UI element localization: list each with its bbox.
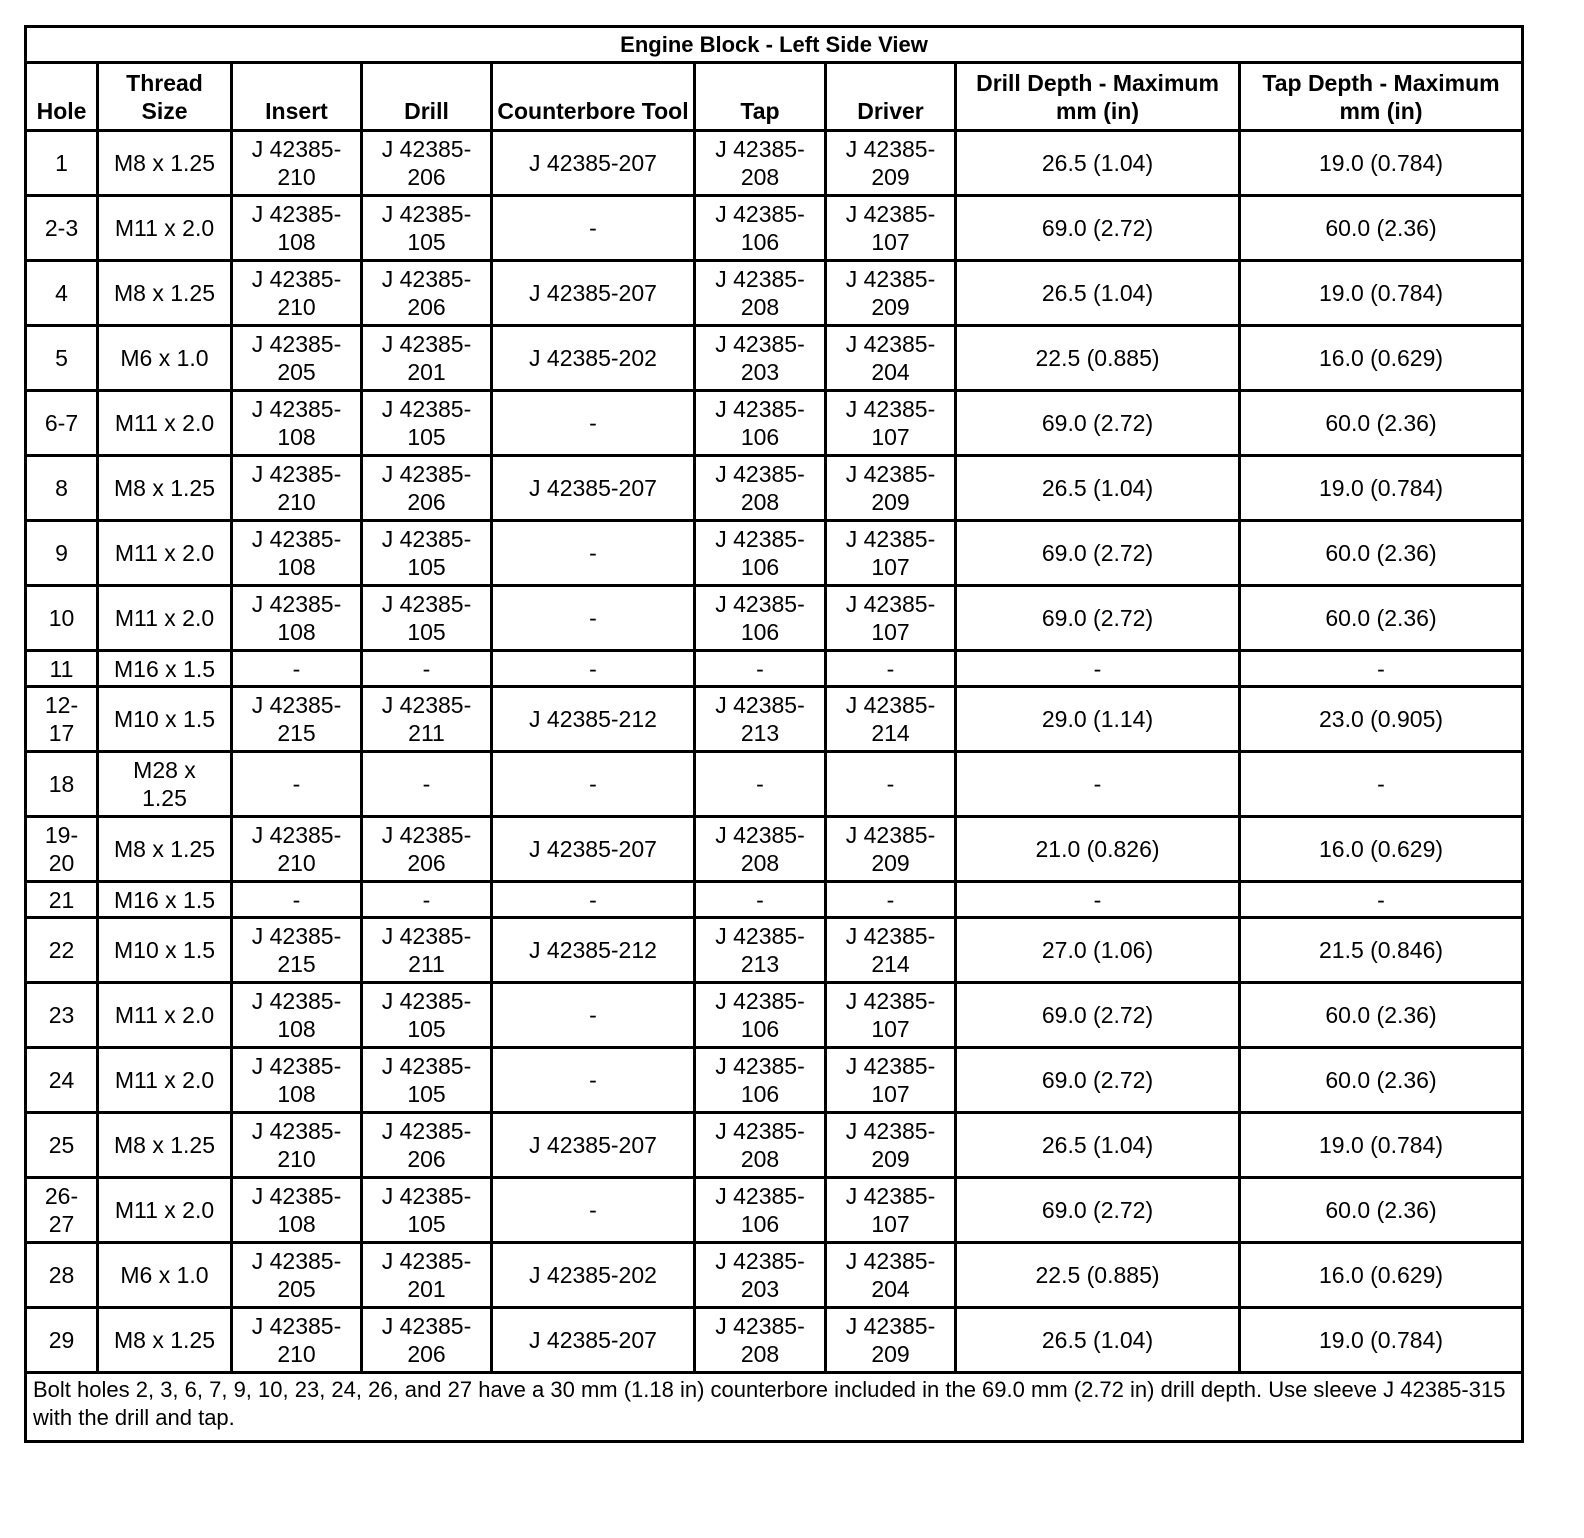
cell-drill-depth: 69.0 (2.72) [956, 1178, 1240, 1243]
cell-tap: J 42385-106 [695, 586, 826, 651]
cell-insert: J 42385-108 [232, 391, 362, 456]
cell-drill: - [362, 882, 492, 918]
cell-driver: J 42385-107 [826, 1178, 956, 1243]
cell-drill: J 42385-105 [362, 1178, 492, 1243]
cell-counterbore-tool: J 42385-207 [492, 261, 695, 326]
cell-thread-size: M8 x 1.25 [98, 261, 232, 326]
column-header-hole: Hole [26, 63, 98, 131]
cell-counterbore-tool: - [492, 752, 695, 817]
cell-tap: - [695, 882, 826, 918]
cell-driver: J 42385-107 [826, 1048, 956, 1113]
cell-tap-depth: 60.0 (2.36) [1240, 196, 1523, 261]
cell-tap: J 42385-106 [695, 391, 826, 456]
cell-insert: J 42385-210 [232, 131, 362, 196]
cell-tap-depth: 23.0 (0.905) [1240, 687, 1523, 752]
column-header-tap: Tap [695, 63, 826, 131]
cell-insert: J 42385-215 [232, 687, 362, 752]
cell-drill: J 42385-105 [362, 196, 492, 261]
cell-drill: - [362, 651, 492, 687]
cell-thread-size: M16 x 1.5 [98, 651, 232, 687]
cell-driver: J 42385-204 [826, 1243, 956, 1308]
cell-counterbore-tool: - [492, 391, 695, 456]
cell-driver: J 42385-209 [826, 456, 956, 521]
cell-thread-size: M11 x 2.0 [98, 521, 232, 586]
cell-drill-depth: 69.0 (2.72) [956, 1048, 1240, 1113]
cell-insert: J 42385-108 [232, 1048, 362, 1113]
cell-counterbore-tool: - [492, 586, 695, 651]
cell-thread-size: M8 x 1.25 [98, 1113, 232, 1178]
cell-driver: J 42385-107 [826, 521, 956, 586]
cell-hole: 1 [26, 131, 98, 196]
column-header-drill: Drill [362, 63, 492, 131]
cell-insert: J 42385-205 [232, 1243, 362, 1308]
cell-drill: J 42385-105 [362, 983, 492, 1048]
cell-counterbore-tool: - [492, 983, 695, 1048]
cell-drill-depth: - [956, 882, 1240, 918]
cell-drill: J 42385-206 [362, 1113, 492, 1178]
cell-drill: J 42385-206 [362, 1308, 492, 1373]
cell-tap: J 42385-208 [695, 817, 826, 882]
column-header-driver: Driver [826, 63, 956, 131]
cell-driver: J 42385-214 [826, 918, 956, 983]
cell-tap-depth: 60.0 (2.36) [1240, 521, 1523, 586]
cell-drill-depth: 21.0 (0.826) [956, 817, 1240, 882]
cell-tap-depth: 60.0 (2.36) [1240, 983, 1523, 1048]
cell-hole: 26-27 [26, 1178, 98, 1243]
cell-thread-size: M11 x 2.0 [98, 391, 232, 456]
cell-thread-size: M10 x 1.5 [98, 918, 232, 983]
cell-counterbore-tool: J 42385-212 [492, 687, 695, 752]
cell-counterbore-tool: J 42385-202 [492, 326, 695, 391]
table-row [26, 196, 1523, 261]
table-row [26, 1178, 1523, 1243]
table-row [26, 326, 1523, 391]
cell-hole: 24 [26, 1048, 98, 1113]
cell-counterbore-tool: - [492, 196, 695, 261]
footnote: Bolt holes 2, 3, 6, 7, 9, 10, 23, 24, 26, and 27 have a 30 mm (1.18 in) counterbore included in the 69.0 mm (2.72 in) drill depth. Use sleeve J 42385-315 with the drill and tap. [26, 1373, 1523, 1442]
table-row [26, 521, 1523, 586]
table-row [26, 261, 1523, 326]
cell-hole: 22 [26, 918, 98, 983]
cell-insert: - [232, 752, 362, 817]
cell-thread-size: M11 x 2.0 [98, 1178, 232, 1243]
cell-drill-depth: 69.0 (2.72) [956, 586, 1240, 651]
cell-tap: - [695, 651, 826, 687]
cell-tap: J 42385-208 [695, 131, 826, 196]
table-row [26, 752, 1523, 817]
cell-drill: J 42385-105 [362, 391, 492, 456]
cell-tap-depth: 19.0 (0.784) [1240, 131, 1523, 196]
cell-drill: J 42385-206 [362, 456, 492, 521]
table-title: Engine Block - Left Side View [26, 27, 1523, 63]
cell-tap-depth: 19.0 (0.784) [1240, 456, 1523, 521]
cell-drill: J 42385-206 [362, 817, 492, 882]
cell-hole: 4 [26, 261, 98, 326]
cell-drill: - [362, 752, 492, 817]
cell-drill: J 42385-211 [362, 918, 492, 983]
cell-driver: J 42385-107 [826, 586, 956, 651]
engine-block-tool-table [24, 25, 1524, 1443]
cell-drill: J 42385-105 [362, 586, 492, 651]
cell-hole: 12-17 [26, 687, 98, 752]
cell-insert: J 42385-210 [232, 261, 362, 326]
cell-tap-depth: 16.0 (0.629) [1240, 817, 1523, 882]
cell-drill-depth: 26.5 (1.04) [956, 1308, 1240, 1373]
cell-insert: J 42385-210 [232, 817, 362, 882]
cell-insert: - [232, 651, 362, 687]
cell-counterbore-tool: - [492, 882, 695, 918]
table-row [26, 1113, 1523, 1178]
cell-hole: 25 [26, 1113, 98, 1178]
cell-tap: J 42385-106 [695, 1048, 826, 1113]
cell-thread-size: M16 x 1.5 [98, 882, 232, 918]
cell-drill-depth: 69.0 (2.72) [956, 391, 1240, 456]
cell-hole: 19-20 [26, 817, 98, 882]
cell-hole: 9 [26, 521, 98, 586]
cell-thread-size: M11 x 2.0 [98, 196, 232, 261]
cell-counterbore-tool: J 42385-202 [492, 1243, 695, 1308]
cell-drill: J 42385-201 [362, 1243, 492, 1308]
cell-hole: 6-7 [26, 391, 98, 456]
cell-drill-depth: 69.0 (2.72) [956, 521, 1240, 586]
cell-tap-depth: 16.0 (0.629) [1240, 1243, 1523, 1308]
cell-hole: 10 [26, 586, 98, 651]
cell-driver: - [826, 882, 956, 918]
cell-driver: J 42385-204 [826, 326, 956, 391]
cell-thread-size: M28 x 1.25 [98, 752, 232, 817]
cell-counterbore-tool: J 42385-207 [492, 1113, 695, 1178]
cell-drill: J 42385-206 [362, 131, 492, 196]
cell-counterbore-tool: - [492, 521, 695, 586]
cell-driver: J 42385-209 [826, 261, 956, 326]
cell-insert: J 42385-210 [232, 456, 362, 521]
cell-tap-depth: 16.0 (0.629) [1240, 326, 1523, 391]
cell-drill-depth: 29.0 (1.14) [956, 687, 1240, 752]
cell-insert: - [232, 882, 362, 918]
cell-driver: J 42385-209 [826, 131, 956, 196]
cell-insert: J 42385-108 [232, 196, 362, 261]
cell-thread-size: M8 x 1.25 [98, 1308, 232, 1373]
cell-tap: J 42385-213 [695, 918, 826, 983]
cell-hole: 23 [26, 983, 98, 1048]
cell-hole: 18 [26, 752, 98, 817]
cell-drill-depth: 26.5 (1.04) [956, 456, 1240, 521]
cell-hole: 11 [26, 651, 98, 687]
table-row [26, 687, 1523, 752]
cell-driver: J 42385-209 [826, 1113, 956, 1178]
cell-drill-depth: 27.0 (1.06) [956, 918, 1240, 983]
cell-thread-size: M11 x 2.0 [98, 1048, 232, 1113]
cell-tap-depth: 60.0 (2.36) [1240, 1178, 1523, 1243]
cell-drill-depth: 26.5 (1.04) [956, 261, 1240, 326]
cell-hole: 8 [26, 456, 98, 521]
table-row [26, 1048, 1523, 1113]
cell-counterbore-tool: J 42385-207 [492, 456, 695, 521]
cell-tap-depth: 19.0 (0.784) [1240, 261, 1523, 326]
cell-tap: J 42385-106 [695, 1178, 826, 1243]
cell-hole: 29 [26, 1308, 98, 1373]
cell-insert: J 42385-108 [232, 1178, 362, 1243]
table-row [26, 651, 1523, 687]
cell-drill: J 42385-105 [362, 1048, 492, 1113]
table-row [26, 882, 1523, 918]
cell-driver: - [826, 752, 956, 817]
cell-insert: J 42385-108 [232, 983, 362, 1048]
cell-insert: J 42385-210 [232, 1113, 362, 1178]
cell-tap: J 42385-208 [695, 1308, 826, 1373]
cell-driver: J 42385-107 [826, 391, 956, 456]
cell-tap-depth: 19.0 (0.784) [1240, 1308, 1523, 1373]
cell-tap-depth: 19.0 (0.784) [1240, 1113, 1523, 1178]
cell-tap: J 42385-106 [695, 196, 826, 261]
cell-drill-depth: 26.5 (1.04) [956, 1113, 1240, 1178]
column-header-drill-depth: Drill Depth - Maximum mm (in) [956, 63, 1240, 131]
cell-tap: J 42385-208 [695, 456, 826, 521]
cell-counterbore-tool: - [492, 1048, 695, 1113]
cell-hole: 2-3 [26, 196, 98, 261]
table-row [26, 131, 1523, 196]
cell-insert: J 42385-210 [232, 1308, 362, 1373]
cell-counterbore-tool: J 42385-207 [492, 1308, 695, 1373]
cell-driver: - [826, 651, 956, 687]
cell-drill: J 42385-206 [362, 261, 492, 326]
table-row [26, 1308, 1523, 1373]
cell-counterbore-tool: - [492, 651, 695, 687]
cell-drill-depth: - [956, 752, 1240, 817]
cell-tap: J 42385-208 [695, 261, 826, 326]
table-row [26, 983, 1523, 1048]
cell-drill-depth: 22.5 (0.885) [956, 326, 1240, 391]
cell-insert: J 42385-108 [232, 586, 362, 651]
table-row [26, 918, 1523, 983]
cell-thread-size: M8 x 1.25 [98, 456, 232, 521]
cell-tap: - [695, 752, 826, 817]
cell-drill-depth: 26.5 (1.04) [956, 131, 1240, 196]
cell-counterbore-tool: - [492, 1178, 695, 1243]
cell-driver: J 42385-107 [826, 196, 956, 261]
cell-driver: J 42385-209 [826, 1308, 956, 1373]
cell-drill-depth: - [956, 651, 1240, 687]
table-row [26, 391, 1523, 456]
cell-tap: J 42385-106 [695, 983, 826, 1048]
column-header-tap-depth: Tap Depth - Maximum mm (in) [1240, 63, 1523, 131]
cell-hole: 5 [26, 326, 98, 391]
cell-thread-size: M8 x 1.25 [98, 817, 232, 882]
cell-tap: J 42385-208 [695, 1113, 826, 1178]
cell-hole: 21 [26, 882, 98, 918]
column-header-thread-size: Thread Size [98, 63, 232, 131]
table-row [26, 1243, 1523, 1308]
cell-drill-depth: 22.5 (0.885) [956, 1243, 1240, 1308]
cell-tap-depth: 60.0 (2.36) [1240, 586, 1523, 651]
cell-tap: J 42385-213 [695, 687, 826, 752]
column-header-insert: Insert [232, 63, 362, 131]
cell-tap-depth: - [1240, 752, 1523, 817]
column-header-counterbore-tool: Counterbore Tool [492, 63, 695, 131]
cell-counterbore-tool: J 42385-207 [492, 817, 695, 882]
cell-counterbore-tool: J 42385-207 [492, 131, 695, 196]
cell-insert: J 42385-205 [232, 326, 362, 391]
table-row [26, 817, 1523, 882]
cell-tap-depth: 60.0 (2.36) [1240, 1048, 1523, 1113]
cell-hole: 28 [26, 1243, 98, 1308]
cell-thread-size: M10 x 1.5 [98, 687, 232, 752]
cell-drill: J 42385-201 [362, 326, 492, 391]
cell-thread-size: M11 x 2.0 [98, 586, 232, 651]
cell-drill-depth: 69.0 (2.72) [956, 196, 1240, 261]
cell-drill: J 42385-105 [362, 521, 492, 586]
cell-thread-size: M6 x 1.0 [98, 1243, 232, 1308]
cell-drill: J 42385-211 [362, 687, 492, 752]
cell-driver: J 42385-107 [826, 983, 956, 1048]
cell-tap-depth: - [1240, 651, 1523, 687]
cell-thread-size: M8 x 1.25 [98, 131, 232, 196]
cell-tap: J 42385-203 [695, 1243, 826, 1308]
cell-thread-size: M6 x 1.0 [98, 326, 232, 391]
header-row [26, 63, 1523, 131]
cell-counterbore-tool: J 42385-212 [492, 918, 695, 983]
cell-driver: J 42385-214 [826, 687, 956, 752]
cell-drill-depth: 69.0 (2.72) [956, 983, 1240, 1048]
cell-thread-size: M11 x 2.0 [98, 983, 232, 1048]
cell-tap: J 42385-203 [695, 326, 826, 391]
cell-tap-depth: 21.5 (0.846) [1240, 918, 1523, 983]
cell-driver: J 42385-209 [826, 817, 956, 882]
cell-tap-depth: - [1240, 882, 1523, 918]
table-row [26, 456, 1523, 521]
cell-insert: J 42385-108 [232, 521, 362, 586]
cell-insert: J 42385-215 [232, 918, 362, 983]
cell-tap-depth: 60.0 (2.36) [1240, 391, 1523, 456]
cell-tap: J 42385-106 [695, 521, 826, 586]
table-row [26, 586, 1523, 651]
